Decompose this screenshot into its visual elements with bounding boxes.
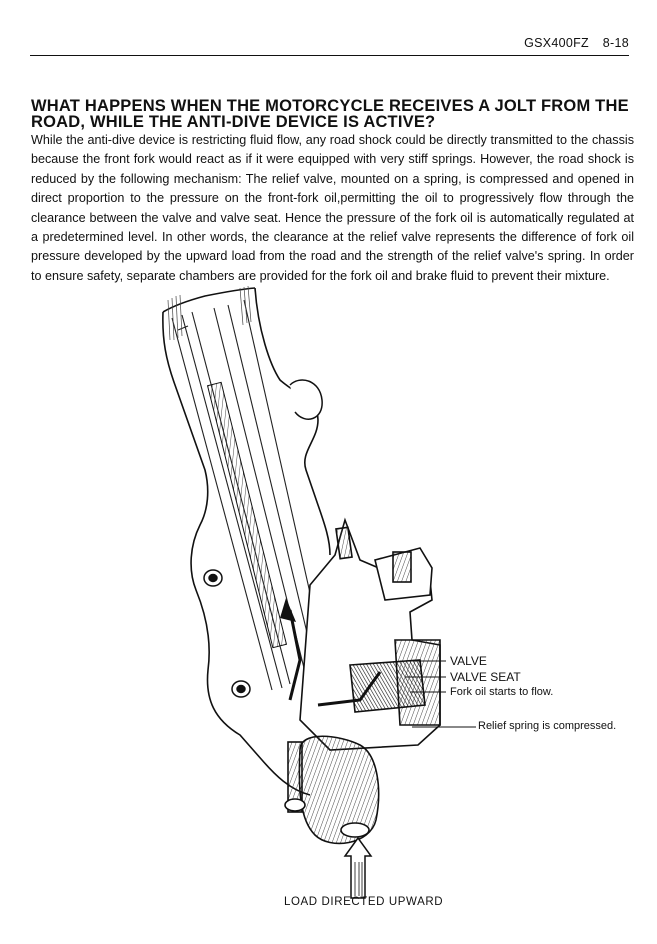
label-valve: VALVE <box>450 654 487 668</box>
upper-hatching <box>168 286 251 340</box>
model-code: GSX400FZ <box>524 36 589 50</box>
damper-rod <box>208 382 287 647</box>
label-load-direction: LOAD DIRECTED UPWARD <box>284 896 444 908</box>
label-valve-seat: VALVE SEAT <box>450 670 521 684</box>
oil-flow-arrow <box>280 598 296 622</box>
section-body: While the anti-dive device is restricting fluid flow, any road shock could be directly transmitted to the chassis because the front fork would react as if it were equipped with very stiff springs. However, the road shock is reduced by the following mechanism: The relief valve, mounted on a spring, is compressed and opened in direct proportion to the pressure on the front-fork oil,permitting the oil to progressively flow through the clearance between the valve and valve seat. Hence the pressure of the fork oil is automatically regulated at a predetermined level. In other words, the clearance at the relief valve represents the difference of fork oil pressure developed by the upward load from the road and the strength of the relief valve's spring. In order to ensure safety, separate chambers are provided for the fork oil and brake fluid to prevent their mixture. <box>31 133 634 283</box>
page-number: 8-18 <box>602 36 629 50</box>
label-fork-oil-flow: Fork oil starts to flow. <box>450 686 554 698</box>
lower-lug <box>285 736 379 843</box>
section-title: WHAT HAPPENS WHEN THE MOTORCYCLE RECEIVES A JOLT FROM THE ROAD, WHILE THE ANTI-DIVE DEVICE IS ACTIVE? <box>31 97 629 131</box>
anti-dive-housing <box>300 520 440 750</box>
label-relief-spring: Relief spring is compressed. <box>478 720 617 732</box>
load-arrow <box>345 838 371 898</box>
